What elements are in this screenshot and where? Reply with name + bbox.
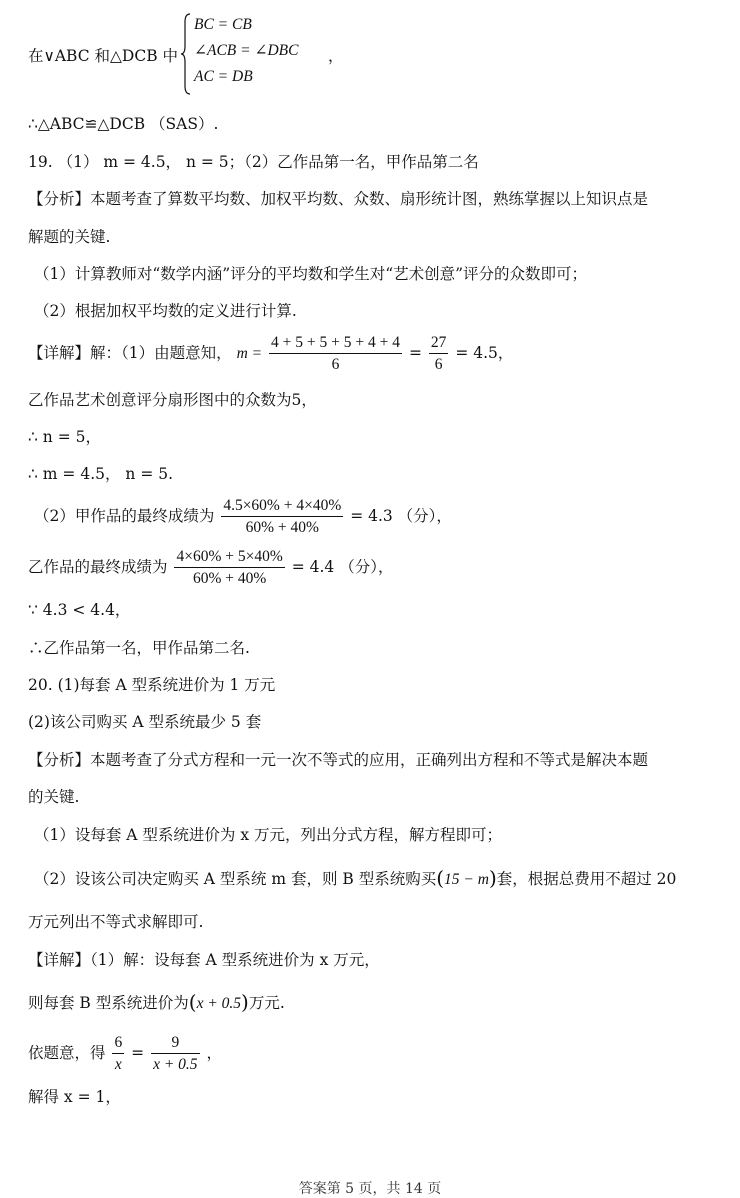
q20-detail-1: 【详解】（1）解：设每套 A 型系统进价为 x 万元， xyxy=(28,951,380,969)
q20-hint-2c: 套，根据总费用不超过 20 xyxy=(496,870,677,888)
q20-detail-2a: 则每套 B 型系统进价为 xyxy=(28,994,189,1012)
q19-yi-numerator: 4×60% + 5×40% xyxy=(174,548,284,568)
q19-mean-denominator: 6 xyxy=(331,356,340,373)
q19-jia-result: = 4.3 （分）， xyxy=(350,507,452,525)
q20-eq-denominator-2: x + 0.5 xyxy=(153,1056,198,1073)
q19-answer: 19. （1） m = 4.5， n = 5；（2）乙作品第一名，甲作品第二名 xyxy=(28,153,479,171)
q20-detail-2: 则每套 B 型系统进价为(x + 0.5)万元. xyxy=(28,990,285,1014)
q20-hint-2: （2）设该公司决定购买 A 型系统 m 套，则 B 型系统购买(15 − m)套，根据总费用不超过 20 xyxy=(34,866,677,890)
q19-analysis-1: 【分析】本题考查了算数平均数、加权平均数、众数、扇形统计图，熟练掌握以上知识点是 xyxy=(28,190,649,208)
q19-mean-numerator-2: 27 xyxy=(429,334,449,354)
q19-jia-numerator: 4.5×60% + 4×40% xyxy=(221,497,343,517)
congruence-conclusion: ∴△ABC≌△DCB （SAS）. xyxy=(28,115,219,133)
q19-mean-fraction-2 xyxy=(429,334,449,374)
q20-hint-1: （1）设每套 A 型系统进价为 x 万元，列出分式方程，解方程即可； xyxy=(34,826,503,844)
q19-final: ∴乙作品第一名，甲作品第二名. xyxy=(28,639,250,657)
congruence-eq2: ∠ACB = ∠DBC xyxy=(194,42,299,59)
q20-analysis-2: 的关键. xyxy=(28,788,80,806)
congruence-eq1: BC = CB xyxy=(194,16,252,33)
congruence-lead: 在∨ABC 和△DCB 中 xyxy=(28,47,179,65)
congruence-eq3: AC = DB xyxy=(194,68,253,85)
q19-jia-lead: （2）甲作品的最终成绩为 xyxy=(34,507,215,525)
q20-equation xyxy=(28,1033,222,1074)
q19-mean-denominator-2: 6 xyxy=(434,356,443,373)
q19-mean-eq: = xyxy=(408,344,422,362)
q20-eq-fraction-2 xyxy=(151,1034,199,1074)
q19-hint-2: （2）根据加权平均数的定义进行计算. xyxy=(34,302,297,320)
q20-analysis-1: 【分析】本题考查了分式方程和一元一次不等式的应用，正确列出方程和不等式是解决本题 xyxy=(28,751,649,769)
q19-jia-fraction xyxy=(221,497,343,537)
q20-eq-numerator-2: 9 xyxy=(151,1034,199,1054)
q19-mode-line: 乙作品艺术创意评分扇形图中的众数为5， xyxy=(28,391,317,409)
q19-jia-denominator: 60% + 40% xyxy=(245,519,319,536)
q19-yi-calc xyxy=(28,547,393,588)
q20-eq-lead: 依题意，得 xyxy=(28,1044,106,1062)
q20-detail-2c: 万元. xyxy=(248,994,285,1012)
page-footer: 答案第 5 页，共 14 页 xyxy=(298,1181,442,1197)
q20-eq-numerator-1: 6 xyxy=(112,1034,124,1054)
q19-mean-result: = 4.5， xyxy=(455,344,514,362)
q20-answer-2: (2)该公司购买 A 型系统最少 5 套 xyxy=(28,713,262,731)
q20-detail-2b: x + 0.5 xyxy=(196,995,242,1012)
q19-yi-result: = 4.4 （分）， xyxy=(291,558,394,576)
q19-n-line: ∴ n = 5， xyxy=(28,428,101,446)
congruence-tail: ， xyxy=(328,47,344,65)
q19-yi-fraction xyxy=(174,548,284,588)
q19-jia-calc xyxy=(34,496,452,537)
q19-m-var: m = xyxy=(236,345,263,362)
q20-hint-2a: （2）设该公司决定购买 A 型系统 m 套，则 B 型系统购买 xyxy=(34,870,437,888)
q20-answer-1: 20. (1)每套 A 型系统进价为 1 万元 xyxy=(28,676,276,694)
left-brace xyxy=(180,12,192,96)
q20-hint-3: 万元列出不等式求解即可. xyxy=(28,913,204,931)
q19-detail-lead: 【详解】解：（1）由题意知， xyxy=(28,344,232,362)
q19-compare: ∵ 4.3 < 4.4， xyxy=(28,601,131,619)
q19-analysis-2: 解题的关键. xyxy=(28,228,111,246)
q20-eq-fraction-1 xyxy=(112,1034,124,1074)
q19-mean-calc xyxy=(28,333,513,374)
q19-hint-1: （1）计算教师对“数学内涵”评分的平均数和学生对“艺术创意”评分的众数即可； xyxy=(34,265,588,283)
q20-eq-denominator-1: x xyxy=(114,1056,122,1073)
q19-mean-numerator: 4 + 5 + 5 + 5 + 4 + 4 xyxy=(269,334,402,354)
q19-yi-denominator: 60% + 40% xyxy=(192,570,267,587)
q19-mn-line: ∴ m = 4.5， n = 5. xyxy=(28,465,174,483)
q20-solve: 解得 x = 1， xyxy=(28,1088,121,1106)
q20-hint-2b: 15 − m xyxy=(444,871,489,888)
q20-eq-tail: ， xyxy=(206,1044,222,1062)
q19-yi-lead: 乙作品的最终成绩为 xyxy=(28,558,168,576)
q19-mean-fraction xyxy=(269,334,402,374)
q20-eq-mid: = xyxy=(131,1044,145,1062)
